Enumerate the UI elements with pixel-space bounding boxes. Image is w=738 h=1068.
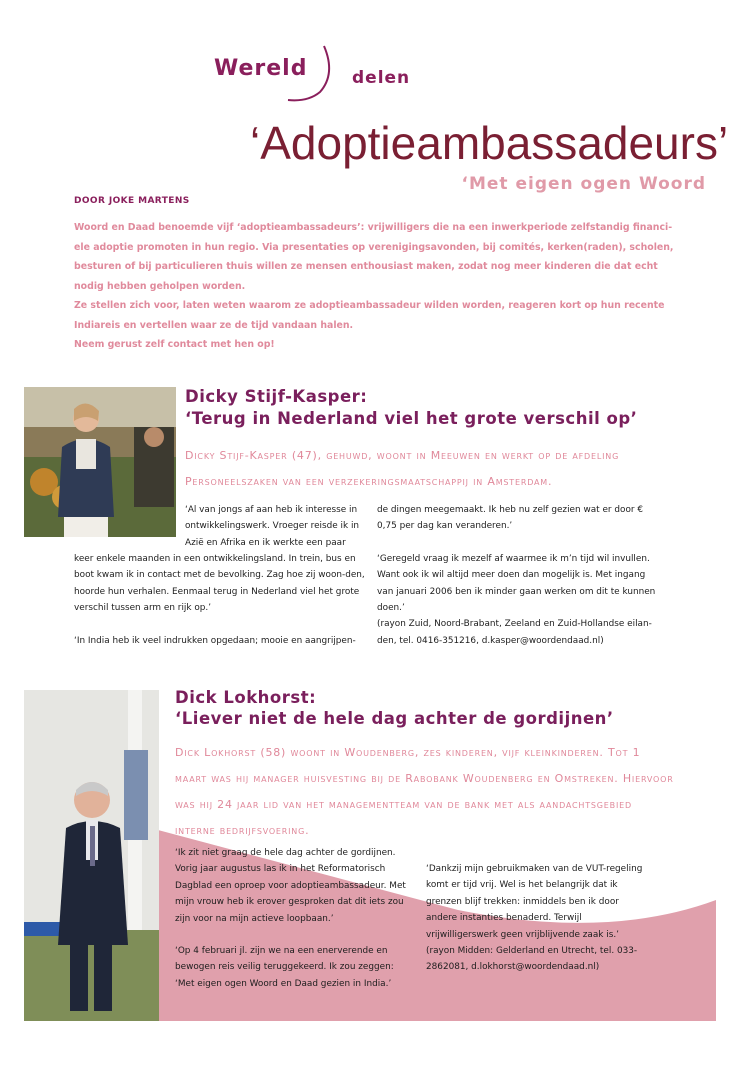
intro-paragraph: Ze stellen zich voor, laten weten waarom ze adoptieambassadeur wilden worden, reageren kort op hun recente Indiareis en vertellen waar ze de tijd vandaan halen.	[74, 300, 665, 331]
person1-paragraph: ‘In India heb ik veel indrukken opgedaan; mooie en aangrijpen-	[74, 635, 356, 646]
person2-paragraph: ‘Ik zit niet graag de hele dag achter de gordijnen. Vorig jaar augustus las ik in het Reformatorisch Dagblad een oproep voor adoptieambassadeur. Met mijn vrouw heb ik erover gesproken dat dit iets zou zijn voor na mijn actieve loopbaan.’	[175, 848, 406, 924]
section-label-wereld: Wereld	[214, 56, 308, 81]
person2-intro: Dick Lokhorst (58) woont in Woudenberg, zes kinderen, vijf kleinkinderen. Tot 1 maart was hij manager huisvesting bij de Rabobank Woudenberg en Omstreken. Hiervoor was hij 24 jaar lid van het managementteam van de bank met als aandachtsgebied interne bedrijfsvoering.	[175, 746, 674, 837]
person1-intro: Dicky Stijf-Kasper (47), gehuwd, woont in Meeuwen en werkt op de afdeling Personeelszaken van een verzekeringsmaatschappij in Amsterdam.	[185, 449, 620, 488]
person1-paragraph: de dingen meegemaakt. Ik heb nu zelf gezien wat er door € 0,75 per dag kan veranderen.’	[377, 505, 644, 532]
person1-col1-indented: ‘Al van jongs af aan heb ik interesse in ontwikkelingswerk. Vroeger reisde ik in Azië en Afrika en ik werkte een paar	[185, 505, 360, 548]
person1-quote-title: ‘Terug in Nederland viel het grote verschil op’	[185, 409, 638, 428]
person1-col2-text	[377, 502, 659, 665]
person2-paragraph: ‘Dankzij mijn gebruikmaken van de VUT-regeling komt er tijd vrij. Wel is het belangrijk dat ik grenzen blijf trekken: inmiddels ben ik door andere instanties benaderd. Terwijl vrijwilligerswerk geen vrijblijvende zaak is.’	[426, 864, 643, 940]
intro-paragraph: Woord en Daad benoemde vijf ‘adoptieambassadeurs’: vrijwilligers die na een inwerkperiode zelfstandig financi-ele adoptie promoten in hun regio. Via presentaties op verenigingsavonden, bij comités, kerken(raden), scholen, besturen of bij particulieren thuis willen ze mensen enthousiast maken, zodat nog meer kinderen die dat echt nodig hebben geholpen worden.	[74, 222, 674, 292]
person1-contact: (rayon Zuid, Noord-Brabant, Zeeland en Zuid-Hollandse eilan-den, tel. 0416-351216, d.kasper@woordendaad.nl)	[377, 619, 652, 646]
section-label-delen: delen	[352, 68, 411, 88]
photo-dicky-stijf-kasper	[24, 387, 176, 537]
page-title: ‘Adoptieambassadeurs’	[250, 117, 729, 169]
person2-col2-text	[426, 861, 648, 992]
person2-contact: (rayon Midden: Gelderland en Utrecht, tel. 033-2862081, d.lokhorst@woordendaad.nl)	[426, 946, 638, 973]
person1-paragraph: ‘Geregeld vraag ik mezelf af waarmee ik m’n tijd wil invullen. Want ook ik wil altijd meer doen dan mogelijk is. Met ingang van januari 2006 ben ik minder gaan werken om dit te kunnen doen.’	[377, 553, 656, 614]
person2-col1-text	[175, 845, 411, 1008]
person2-quote-title: ‘Liever niet de hele dag achter de gordijnen’	[175, 709, 614, 728]
page-subtitle: ‘Met eigen ogen Woord	[461, 174, 706, 194]
photo-dick-lokhorst	[24, 690, 159, 1021]
person1-col1-text	[74, 551, 366, 665]
byline: DOOR JOKE MARTENS	[74, 196, 190, 206]
person2-name: Dick Lokhorst:	[175, 688, 317, 707]
person1-paragraph: keer enkele maanden in een ontwikkelingsland. In trein, bus en boot kwam ik in contact met de bevolking. Zag hoe zij woon-den, hoorde hun verhalen. Eenmaal terug in Nederland viel het grote verschil tussen arm en rijk op.’	[74, 554, 365, 614]
intro-block	[74, 218, 674, 355]
person1-name: Dicky Stijf-Kasper:	[185, 387, 368, 406]
intro-paragraph: Neem gerust zelf contact met hen op!	[74, 339, 275, 350]
section-hook-shape	[284, 44, 340, 104]
person2-paragraph: ‘Op 4 februari jl. zijn we na een enerverende en bewogen reis veilig teruggekeerd. Ik zou zeggen: ‘Met eigen ogen Woord en Daad gezien in India.’	[175, 946, 394, 989]
